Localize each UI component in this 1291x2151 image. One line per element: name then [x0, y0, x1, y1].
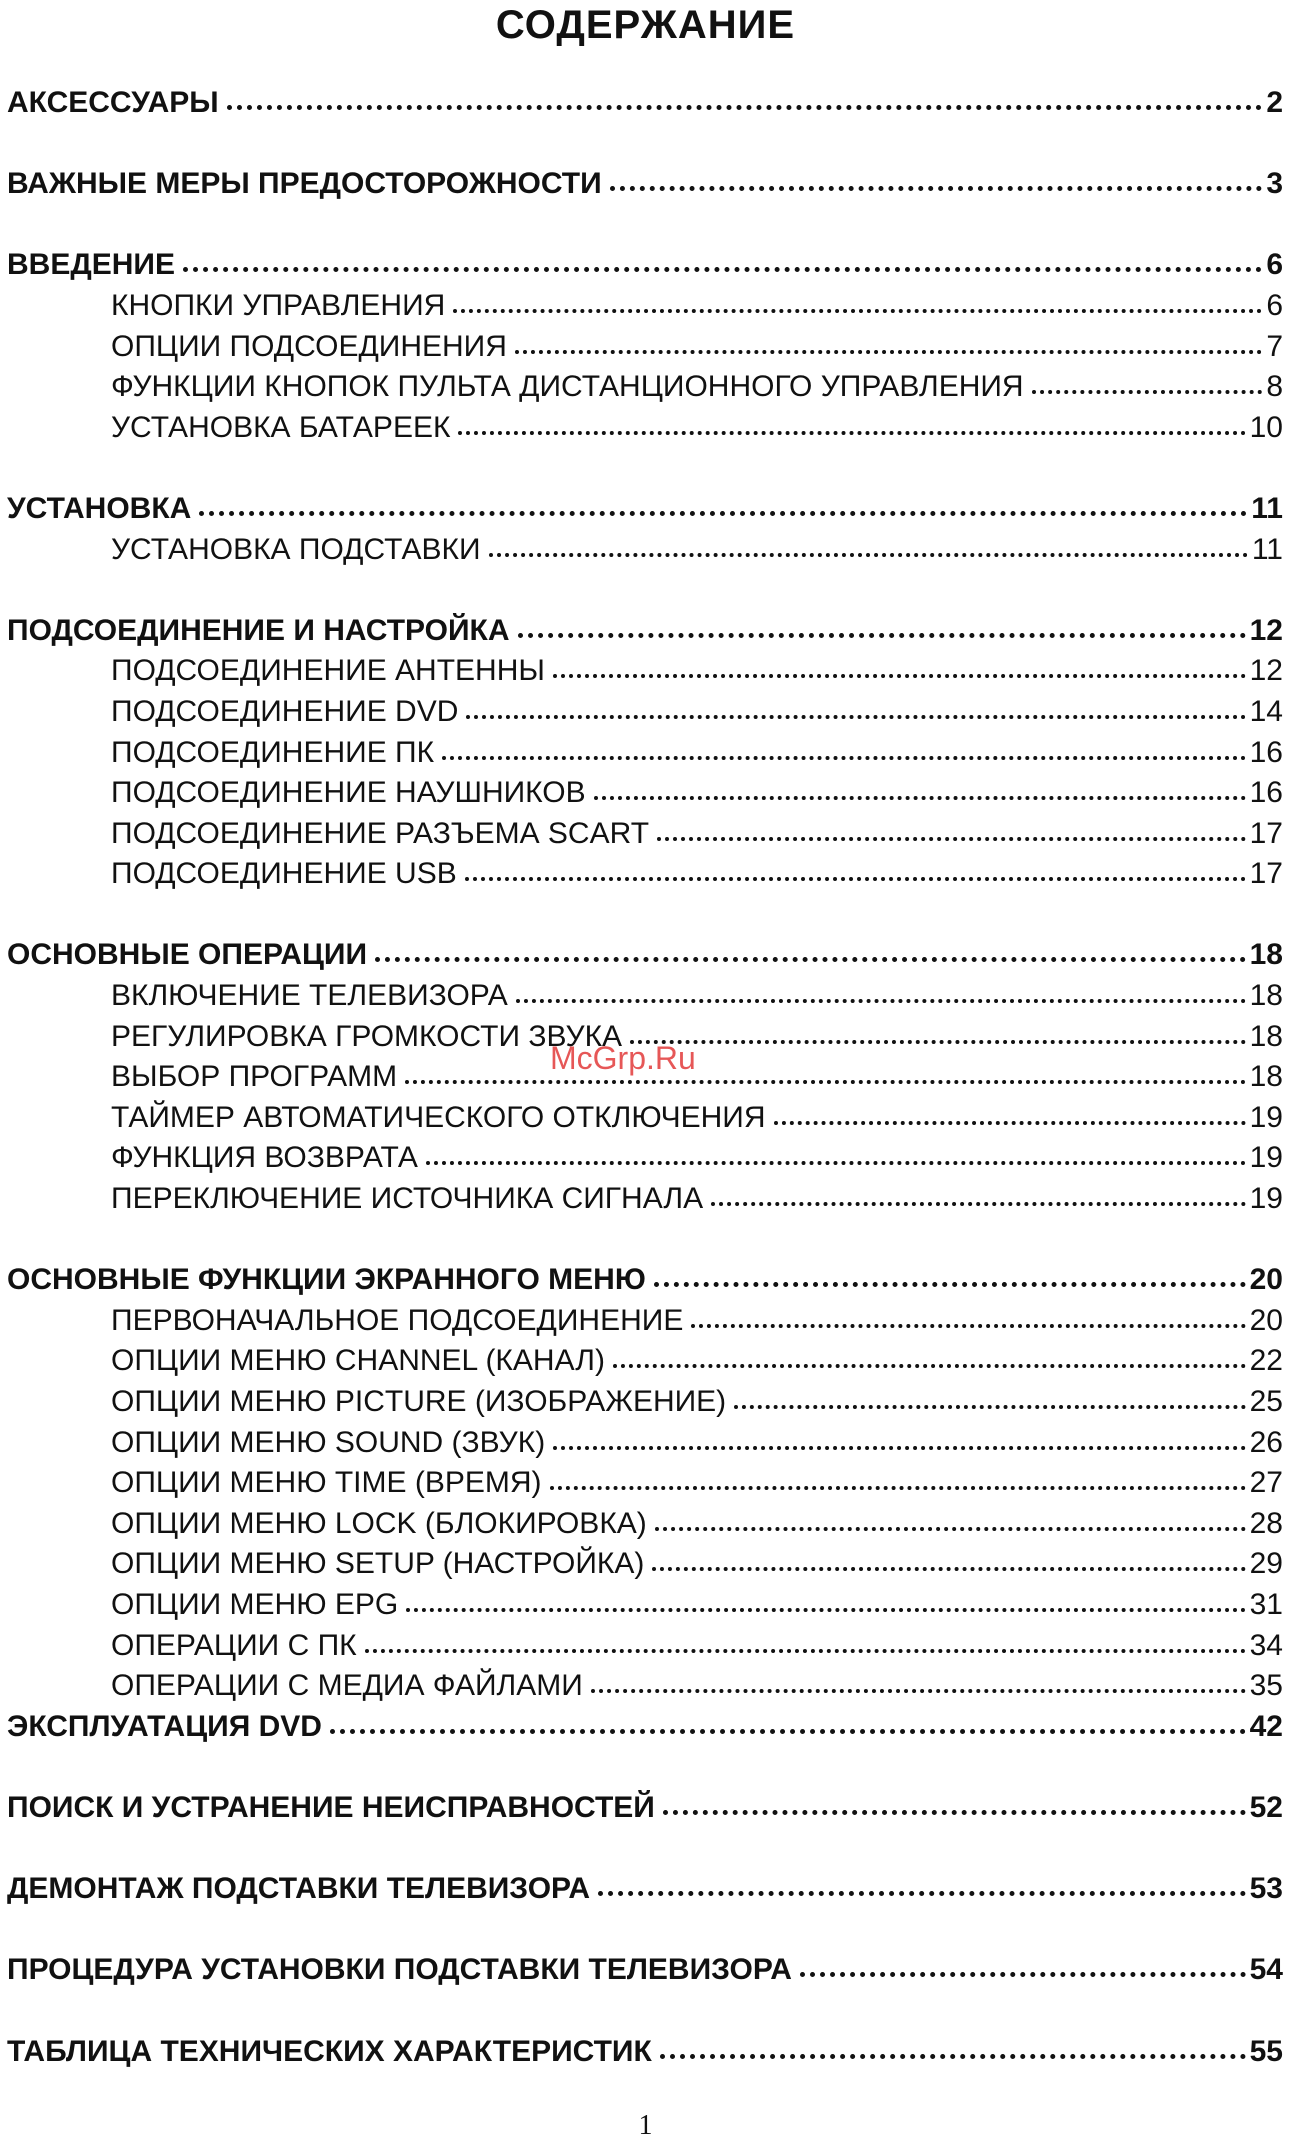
toc-section[interactable] — [7, 488, 1283, 529]
toc-entry-label: ОПЦИИ МЕНЮ TIME (ВРЕМЯ) — [111, 1466, 542, 1500]
toc-entry-label: ЭКСПЛУАТАЦИЯ DVD — [7, 1709, 322, 1743]
dot-leader — [734, 1381, 1245, 1411]
toc-entry-label: ОПЦИИ МЕНЮ SETUP (НАСТРОЙКА) — [111, 1547, 645, 1581]
toc-entry-page-number: 8 — [1266, 370, 1283, 404]
toc-entry-page-number: 11 — [1251, 491, 1283, 525]
toc-entry-page-number: 53 — [1249, 1872, 1283, 1906]
toc-entry-label: ПОДСОЕДИНЕНИЕ РАЗЪЕМА SCART — [111, 816, 650, 850]
toc-subsection[interactable] — [7, 772, 1283, 813]
toc-entry-label: ОПЦИИ МЕНЮ CHANNEL (КАНАЛ) — [111, 1344, 605, 1378]
dot-leader — [657, 813, 1246, 843]
toc-entry-label: ОПЕРАЦИИ С МЕДИА ФАЙЛАМИ — [111, 1669, 583, 1703]
dot-leader — [800, 1949, 1246, 1979]
toc-subsection[interactable] — [7, 285, 1283, 326]
toc-subsection[interactable] — [7, 407, 1283, 448]
toc-entry-page-number: 31 — [1249, 1587, 1283, 1621]
toc-subsection[interactable] — [7, 1625, 1283, 1666]
dot-leader — [654, 1259, 1246, 1289]
toc-entry-label: ОПЦИИ МЕНЮ PICTURE (ИЗОБРАЖЕНИЕ) — [111, 1385, 727, 1418]
toc-entry-page-number: 10 — [1249, 410, 1283, 444]
dot-leader — [515, 326, 1262, 356]
toc-section[interactable] — [7, 82, 1283, 123]
toc-entry-label: РЕГУЛИРОВКА ГРОМКОСТИ ЗВУКА — [111, 1019, 623, 1053]
dot-leader — [660, 2031, 1246, 2061]
toc-entry-label: ДЕМОНТАЖ ПОДСТАВКИ ТЕЛЕВИЗОРА — [7, 1872, 591, 1906]
dot-leader — [406, 1584, 1245, 1614]
dot-leader — [466, 691, 1245, 721]
toc-entry-page-number: 55 — [1249, 2034, 1283, 2068]
toc-entry-page-number: 19 — [1249, 1141, 1283, 1175]
toc-subsection[interactable] — [7, 813, 1283, 854]
dot-leader — [465, 853, 1246, 883]
toc-entry-page-number: 52 — [1249, 1790, 1283, 1824]
toc-entry-page-number: 14 — [1249, 694, 1283, 728]
dot-leader — [458, 407, 1245, 437]
dot-leader — [426, 1137, 1246, 1167]
toc-section[interactable] — [7, 1706, 1283, 1747]
toc-subsection[interactable] — [7, 1584, 1283, 1625]
toc-entry-page-number: 12 — [1249, 654, 1283, 688]
toc-subsection[interactable] — [7, 732, 1283, 773]
toc-subsection[interactable] — [7, 326, 1283, 367]
toc-section[interactable] — [7, 244, 1283, 285]
toc-section[interactable] — [7, 610, 1283, 651]
section-spacer — [7, 447, 1283, 488]
dot-leader — [365, 1625, 1246, 1655]
toc-entry-label: ПОИСК И УСТРАНЕНИЕ НЕИСПРАВНОСТЕЙ — [7, 1790, 655, 1824]
toc-subsection[interactable] — [7, 1178, 1283, 1219]
toc-entry-label: ОПЦИИ МЕНЮ EPG — [111, 1587, 399, 1621]
dot-leader — [591, 1665, 1246, 1695]
toc-section[interactable] — [7, 1868, 1283, 1909]
section-spacer — [7, 1219, 1283, 1260]
toc-entry-label: ПРОЦЕДУРА УСТАНОВКИ ПОДСТАВКИ ТЕЛЕВИЗОРА — [7, 1953, 792, 1987]
toc-entry-label: ПОДСОЕДИНЕНИЕ DVD — [111, 694, 459, 728]
toc-subsection[interactable] — [7, 1422, 1283, 1463]
toc-subsection[interactable] — [7, 1503, 1283, 1544]
dot-leader — [630, 1016, 1246, 1046]
toc-entry-label: УСТАНОВКА ПОДСТАВКИ — [111, 532, 481, 566]
toc-entry-label: ОСНОВНЫЕ ОПЕРАЦИИ — [7, 938, 368, 972]
toc-subsection[interactable] — [7, 1381, 1283, 1422]
toc-entry-page-number: 19 — [1249, 1182, 1283, 1216]
toc-entry-label: УСТАНОВКА — [7, 491, 192, 525]
toc-entry-page-number: 17 — [1249, 857, 1283, 891]
dot-leader — [330, 1706, 1246, 1736]
toc-section[interactable] — [7, 1787, 1283, 1828]
dot-leader — [655, 1503, 1246, 1533]
toc-entry-label: ТАЙМЕР АВТОМАТИЧЕСКОГО ОТКЛЮЧЕНИЯ — [111, 1100, 766, 1134]
toc-subsection[interactable] — [7, 529, 1283, 570]
dot-leader — [598, 1868, 1246, 1898]
dot-leader — [453, 285, 1262, 315]
toc-entry-page-number: 17 — [1249, 816, 1283, 850]
section-spacer — [7, 1909, 1283, 1950]
toc-section[interactable] — [7, 1259, 1283, 1300]
dot-leader — [613, 1340, 1246, 1370]
toc-entry-label: ПОДСОЕДИНЕНИЕ НАУШНИКОВ — [111, 776, 586, 810]
toc-entry-label: ВЫБОР ПРОГРАММ — [111, 1060, 398, 1094]
toc-entry-page-number: 19 — [1249, 1100, 1283, 1134]
toc-entry-page-number: 18 — [1249, 1019, 1283, 1053]
toc-entry-page-number: 16 — [1249, 735, 1283, 769]
toc-subsection[interactable] — [7, 1340, 1283, 1381]
toc-subsection[interactable] — [7, 853, 1283, 894]
dot-leader — [516, 975, 1246, 1005]
dot-leader — [594, 772, 1246, 802]
toc-entry-label: АКСЕССУАРЫ — [7, 86, 219, 119]
toc-entry-label: ОСНОВНЫЕ ФУНКЦИИ ЭКРАННОГО МЕНЮ — [7, 1263, 646, 1297]
dot-leader — [610, 163, 1263, 193]
toc-section[interactable] — [7, 934, 1283, 975]
toc-entry-page-number: 20 — [1249, 1303, 1283, 1337]
toc-entry-page-number: 2 — [1266, 86, 1283, 119]
toc-subsection[interactable] — [7, 650, 1283, 691]
toc-entry-label: ПОДСОЕДИНЕНИЕ И НАСТРОЙКА — [7, 613, 510, 647]
toc-section[interactable] — [7, 1949, 1283, 1990]
toc-entry-page-number: 20 — [1249, 1263, 1283, 1297]
toc-subsection[interactable] — [7, 691, 1283, 732]
toc-entry-label: ВКЛЮЧЕНИЕ ТЕЛЕВИЗОРА — [111, 979, 508, 1013]
toc-entry-page-number: 54 — [1249, 1953, 1283, 1987]
page-title: СОДЕРЖАНИЕ — [495, 3, 796, 47]
dot-leader — [518, 610, 1246, 640]
toc-entry-page-number: 35 — [1249, 1669, 1283, 1703]
toc-subsection[interactable] — [7, 1097, 1283, 1138]
page-number: 1 — [638, 2110, 653, 2141]
section-spacer — [7, 1990, 1283, 2031]
dot-leader — [550, 1462, 1246, 1492]
dot-leader — [553, 1422, 1245, 1452]
toc-entry-label: ОПЦИИ МЕНЮ SOUND (ЗВУК) — [111, 1425, 546, 1459]
toc-entry-page-number: 28 — [1249, 1506, 1283, 1540]
dot-leader — [405, 1056, 1246, 1086]
toc-subsection[interactable] — [7, 1137, 1283, 1178]
toc-entry-page-number: 6 — [1266, 288, 1283, 322]
toc-entry-label: ТАБЛИЦА ТЕХНИЧЕСКИХ ХАРАКТЕРИСТИК — [7, 2034, 652, 2068]
dot-leader — [691, 1300, 1245, 1330]
toc-entry-page-number: 7 — [1266, 329, 1283, 363]
dot-leader — [183, 244, 1262, 274]
toc-entry-label: ОПЕРАЦИИ С ПК — [111, 1628, 357, 1662]
toc-entry-page-number: 12 — [1249, 613, 1283, 647]
toc-entry-label: ПОДСОЕДИНЕНИЕ USB — [111, 857, 457, 891]
dot-leader — [663, 1787, 1246, 1817]
toc-entry-label: ПЕРВОНАЧАЛЬНОЕ ПОДСОЕДИНЕНИЕ — [111, 1303, 684, 1337]
toc-subsection[interactable] — [7, 975, 1283, 1016]
toc-entry-page-number: 42 — [1249, 1709, 1283, 1743]
toc-section[interactable] — [7, 163, 1283, 204]
dot-leader — [652, 1543, 1245, 1573]
dot-leader — [442, 732, 1246, 762]
toc-subsection[interactable] — [7, 1300, 1283, 1341]
toc-entry-page-number: 29 — [1249, 1547, 1283, 1581]
section-spacer — [7, 569, 1283, 610]
dot-leader — [227, 82, 1263, 112]
toc-entry-label: ФУНКЦИИ КНОПОК ПУЛЬТА ДИСТАНЦИОННОГО УПРАВЛЕНИЯ — [111, 370, 1024, 404]
section-spacer — [7, 1828, 1283, 1869]
section-spacer — [7, 123, 1283, 164]
toc-entry-label: ОПЦИИ МЕНЮ LOCK (БЛОКИРОВКА) — [111, 1506, 647, 1540]
toc-entry-page-number: 16 — [1249, 776, 1283, 810]
toc-entry-page-number: 3 — [1266, 167, 1283, 201]
toc-entry-label: УСТАНОВКА БАТАРЕЕК — [111, 410, 451, 444]
dot-leader — [1032, 366, 1263, 396]
toc-entry-label: ФУНКЦИЯ ВОЗВРАТА — [111, 1141, 418, 1175]
dot-leader — [489, 529, 1248, 559]
dot-leader — [375, 934, 1246, 964]
watermark: McGrp.Ru — [550, 1040, 696, 1076]
toc-section[interactable] — [7, 2031, 1283, 2072]
dot-leader — [774, 1097, 1246, 1127]
toc-entry-label: КНОПКИ УПРАВЛЕНИЯ — [111, 288, 446, 322]
toc-entry-label: ОПЦИИ ПОДСОЕДИНЕНИЯ — [111, 329, 507, 363]
toc-entry-page-number: 25 — [1249, 1385, 1283, 1418]
toc-entry-label: ВВЕДЕНИЕ — [7, 248, 175, 282]
dot-leader — [553, 650, 1246, 680]
toc-entry-page-number: 18 — [1249, 1060, 1283, 1094]
toc-entry-label: ПОДСОЕДИНЕНИЕ ПК — [111, 735, 435, 769]
toc-entry-page-number: 22 — [1249, 1344, 1283, 1378]
toc-subsection[interactable] — [7, 1543, 1283, 1584]
section-spacer — [7, 894, 1283, 935]
dot-leader — [199, 488, 1247, 518]
toc-entry-label: ПЕРЕКЛЮЧЕНИЕ ИСТОЧНИКА СИГНАЛА — [111, 1182, 704, 1216]
toc-entry-page-number: 18 — [1249, 938, 1283, 972]
toc-entry-page-number: 18 — [1249, 979, 1283, 1013]
toc-entry-label: ПОДСОЕДИНЕНИЕ АНТЕННЫ — [111, 654, 545, 688]
toc-subsection[interactable] — [7, 1665, 1283, 1706]
section-spacer — [7, 1746, 1283, 1787]
toc-entry-page-number: 26 — [1249, 1425, 1283, 1459]
section-spacer — [7, 204, 1283, 245]
toc-entry-page-number: 6 — [1266, 248, 1283, 282]
toc-subsection[interactable] — [7, 1462, 1283, 1503]
toc-subsection[interactable] — [7, 366, 1283, 407]
toc-entry-page-number: 34 — [1249, 1628, 1283, 1662]
toc-entry-page-number: 11 — [1251, 532, 1283, 566]
toc-entry-label: ВАЖНЫЕ МЕРЫ ПРЕДОСТОРОЖНОСТИ — [7, 167, 602, 201]
dot-leader — [711, 1178, 1246, 1208]
toc-entry-page-number: 27 — [1249, 1466, 1283, 1500]
